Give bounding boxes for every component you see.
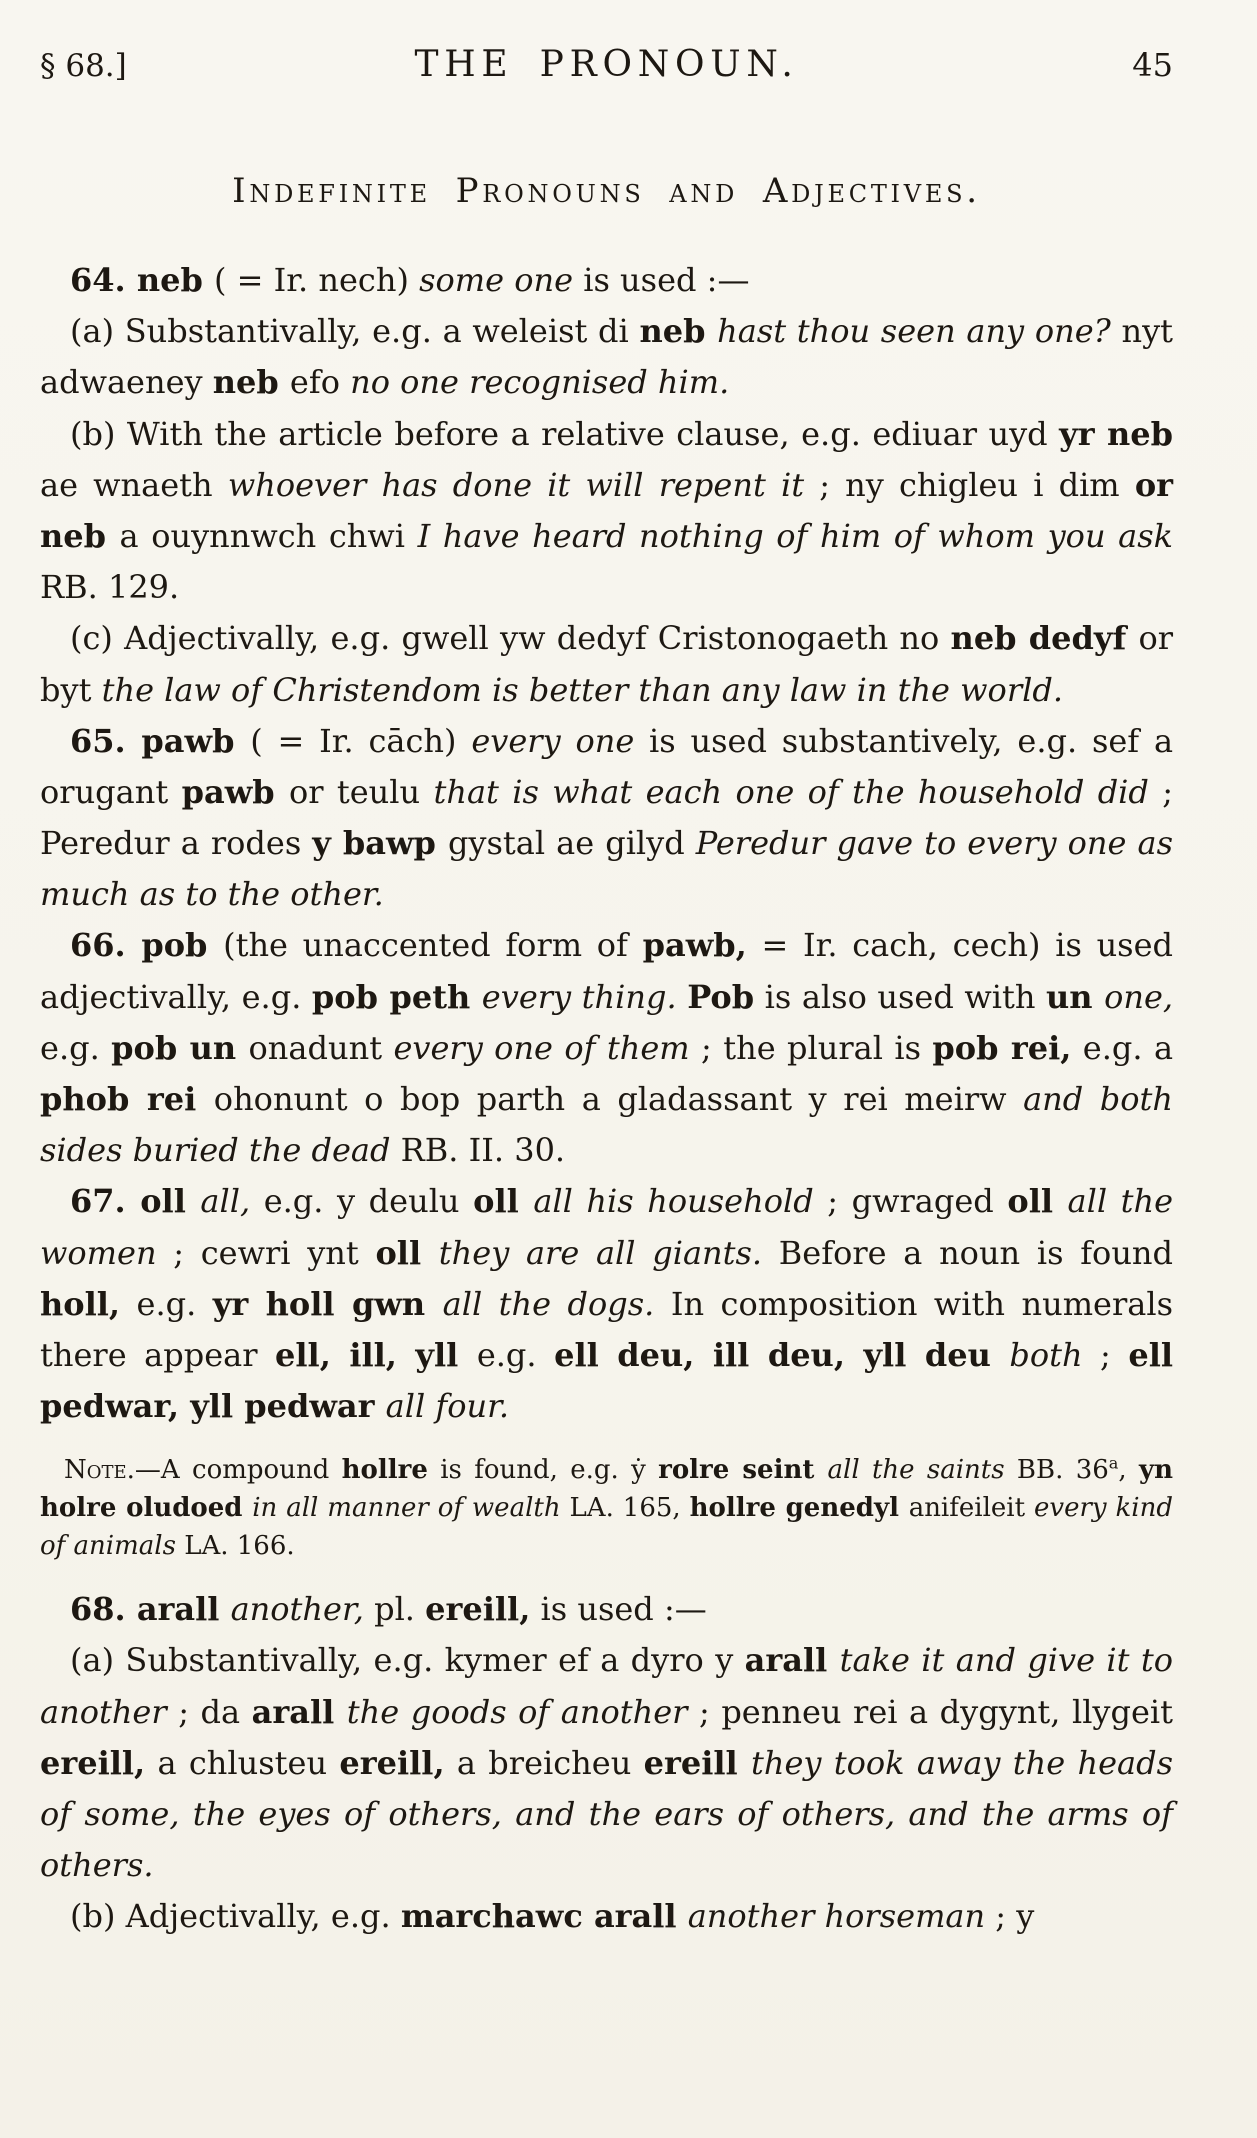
text-body [40,255,1173,1942]
text-run: yn holre oludoed [40,1455,1174,1524]
text-run: arall [744,1641,840,1680]
para-67 [40,1176,1173,1432]
text-run: e.g. [120,1284,213,1323]
text-run: neb dedyf [950,619,1139,658]
text-run: is found, e.g. ẏ [427,1455,659,1486]
text-run: one, [1104,977,1174,1016]
text-run: a breicheu [444,1743,644,1782]
text-run: hollre [341,1455,428,1486]
para-64a [40,306,1173,408]
running-title: THE PRONOUN. [414,44,799,85]
text-run: oll [375,1233,439,1272]
text-run: ereill, [339,1743,445,1782]
text-run: ; Peredur a rodes [40,772,1174,863]
text-run: take it and give it to another [40,1641,1174,1731]
text-run: that is what each one of the household did [433,772,1149,811]
text-run: ; cewri ynt [156,1233,376,1272]
text-run: oll [1007,1182,1068,1221]
text-run: ell pedwar, yll pedwar [40,1335,1174,1426]
text-run: ; penneu rei a dygynt, llygeit [687,1692,1174,1731]
text-run: a chlusteu [145,1743,340,1782]
text-run: they took away the heads of some, the eyes of others, and the ears of others, and the arms of others. [40,1743,1174,1885]
para-64b [40,409,1173,614]
page-number: 45 [1132,46,1173,84]
text-run: pawb, [642,926,747,965]
text-run: hast thou seen any one? [717,312,1122,351]
text-run: ereill, [425,1590,531,1629]
text-run: nyt adwaeney [40,312,1174,402]
para-68 [40,1584,1173,1635]
para-note [40,1452,1173,1566]
text-run: all his household [533,1182,814,1221]
text-run: Before a noun is found [762,1233,1174,1272]
text-run [677,978,688,1016]
text-run: y bawp [312,824,448,863]
text-run: ell, ill, yll [275,1335,477,1374]
text-run: 66. pob [70,926,224,965]
para-64 [40,255,1173,306]
text-run: and both sides buried the dead [40,1080,1174,1170]
text-run: they are all giants. [438,1233,763,1272]
text-run: 65. pawb [70,721,251,760]
text-run: neb [639,312,718,351]
para-64c [40,613,1173,715]
text-run: every one [471,721,635,760]
text-run: e.g. a [1071,1028,1174,1067]
text-run: ; y [985,1897,1035,1936]
text-run: whoever has done it will repent it [227,465,805,504]
text-run: 64. neb [70,261,214,299]
text-run: e.g. [40,1028,112,1067]
text-run: the law of Christendom is better than any law in the world. [101,670,1063,709]
text-run: phob rei [40,1080,214,1118]
text-run: pl. [363,1590,426,1629]
text-run: pawb [181,772,289,811]
text-run: I have heard nothing of him of whom you ask [417,516,1174,555]
text-run: arall [251,1692,347,1731]
text-run: ereill [643,1743,751,1782]
text-run: efo [289,363,351,402]
text-run: (b) Adjectivally, e.g. [70,1897,401,1936]
text-run: = Ir. cach, cech) is used adjectivally, e.g. [40,926,1174,1016]
text-run: onadunt [248,1028,394,1067]
text-run: or byt [40,619,1173,709]
text-run: is used :— [530,1590,707,1629]
text-run: all the dogs. [442,1284,655,1323]
text-run: ae wnaeth [40,465,228,504]
text-run: 68. arall [70,1590,231,1629]
para-65 [40,716,1173,921]
text-run: is used :— [573,261,750,299]
text-run: every thing. [481,977,677,1016]
text-run: all, [200,1182,251,1221]
text-run: (c) Adjectivally, e.g. gwell yw dedyf Cristonogaeth no [70,619,951,658]
text-run: e.g. [476,1335,555,1374]
text-run: pob peth [311,977,482,1016]
text-run: or neb [40,465,1174,555]
text-run: is used substantively, e.g. sef a orugant [40,721,1174,811]
text-run: marchawc arall [400,1897,688,1936]
text-run: In composition with numerals there appear [40,1284,1174,1374]
text-run: another, [230,1590,364,1629]
text-run: pob rei, [932,1028,1072,1067]
text-run: Peredur gave to every one as much as to the other. [40,824,1173,914]
text-run: RB. 129. [40,568,180,607]
text-run: both [1009,1335,1083,1374]
text-run: hollre genedyl [689,1493,909,1524]
running-header [40,44,1173,85]
text-run: Note. [64,1455,135,1486]
section-heading: Indefinite Pronouns and Adjectives. [232,171,981,211]
para-68b [40,1891,1173,1942]
text-run: anifeileit [908,1493,1034,1524]
text-run: ohonunt o bop parth a gladassant y rei meirw [213,1080,1024,1118]
text-run: RB. II. 30. [400,1131,566,1170]
text-run: (b) With the article before a relative clause, e.g. ediuar uyd [70,414,1060,453]
text-run: a ouynnwch chwi [119,516,418,555]
section-marker: § 68.] [40,48,127,84]
text-run: ( = Ir. nech) [213,261,420,299]
text-run: in all manner of wealth [252,1493,570,1524]
text-run: ; gwraged [813,1182,1008,1221]
text-run: , [1118,1455,1139,1486]
text-run: ; [1082,1335,1129,1374]
text-run: ereill, [40,1743,146,1782]
text-run: all four. [385,1387,510,1426]
text-run: pob un [111,1028,249,1067]
text-run: neb [212,363,290,402]
text-run: Pob [687,977,755,1016]
text-run: all the saints [827,1455,1017,1486]
text-run: LA. 166. [184,1531,295,1562]
text-run: ; the plural is [689,1028,933,1067]
para-66 [40,920,1173,1176]
text-run: yr neb [1059,414,1174,453]
text-run: ; da [166,1692,252,1731]
text-run: oll [473,1182,534,1221]
text-run: (a) Substantivally, e.g. kymer ef a dyro y [70,1641,745,1680]
text-run: yr holl gwn [212,1284,443,1323]
text-run: every one of them [393,1028,690,1067]
text-run: rolre seint [658,1455,828,1486]
text-run: e.g. y deulu [250,1182,474,1221]
text-run: every kind of animals [40,1493,1173,1562]
text-run: gystal ae gilyd [447,824,696,863]
text-run: BB. 36 [1016,1455,1109,1486]
text-run: no one recognised him. [350,363,730,402]
text-run: (the unaccented form of [223,926,643,965]
text-run: ( = Ir. cāch) [250,721,472,760]
text-run: —A compound [134,1455,342,1486]
text-run: ; ny chigleu i dim [804,465,1135,504]
text-run: or teulu [288,772,434,811]
para-68a [40,1635,1173,1891]
text-run: a [1108,1453,1119,1473]
text-run: ell deu, ill deu, yll deu [554,1335,1010,1374]
text-run: some one [419,261,574,299]
text-run: is also used with [754,977,1047,1016]
text-run: all the women [40,1182,1174,1272]
text-run: (a) Substantivally, e.g. a weleist di [70,312,640,351]
text-run: the goods of another [346,1692,688,1731]
text-run: another horseman [687,1897,986,1936]
text-run: un [1046,977,1105,1016]
text-run: LA. 165, [569,1493,690,1524]
text-run: 67. oll [70,1182,201,1221]
text-run: holl, [40,1284,121,1323]
